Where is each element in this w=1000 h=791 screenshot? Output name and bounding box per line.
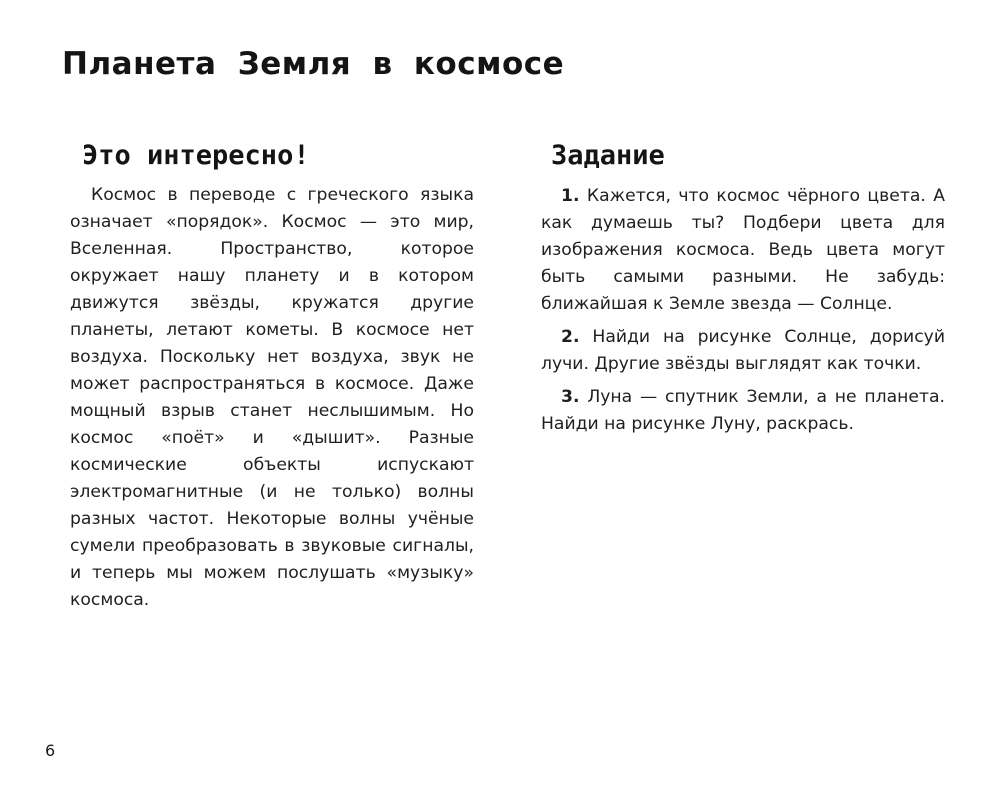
interesting-text-block xyxy=(70,182,474,614)
task-heading: Задание xyxy=(551,140,665,171)
interesting-heading: Это интересно! xyxy=(82,140,310,171)
interesting-paragraph: Космос в переводе с греческого языка означает «порядок». Космос — это мир, Вселенная. Пространство, которое окружает нашу планету и в котором движутся звёзды, кружатся другие планеты, летают кометы. В космосе нет воздуха. Поскольку нет воздуха, звук не может распространяться в космосе. Даже мощный взрыв станет неслышимым. Но космос «поёт» и «дышит». Разные космические объекты испускают электромагнитные (и не только) волны разных частот. Некоторые волны учёные сумели преобразовать в звуковые сигналы, и теперь мы можем послушать «музыку» космоса. xyxy=(70,185,474,610)
page-title: Планета Земля в космосе xyxy=(62,46,565,82)
page-number: 6 xyxy=(45,741,56,760)
task-list xyxy=(541,183,945,444)
task-number: 2. xyxy=(561,327,580,347)
task-item-1 xyxy=(541,183,945,318)
task-text: Найди на рисунке Солнце, дорисуй лучи. Другие звёзды выглядят как точки. xyxy=(541,327,945,374)
task-number: 3. xyxy=(561,387,580,407)
task-item-3 xyxy=(541,384,945,438)
task-number: 1. xyxy=(561,186,580,206)
task-text: Кажется, что космос чёрного цвета. А как думаешь ты? Подбери цвета для изображения космоса. Ведь цвета могут быть самыми разными. Не забудь: ближайшая к Земле звезда — Солнце. xyxy=(541,186,945,314)
task-text: Луна — спутник Земли, а не планета. Найди на рисунке Луну, раскрась. xyxy=(541,387,945,434)
task-item-2 xyxy=(541,324,945,378)
